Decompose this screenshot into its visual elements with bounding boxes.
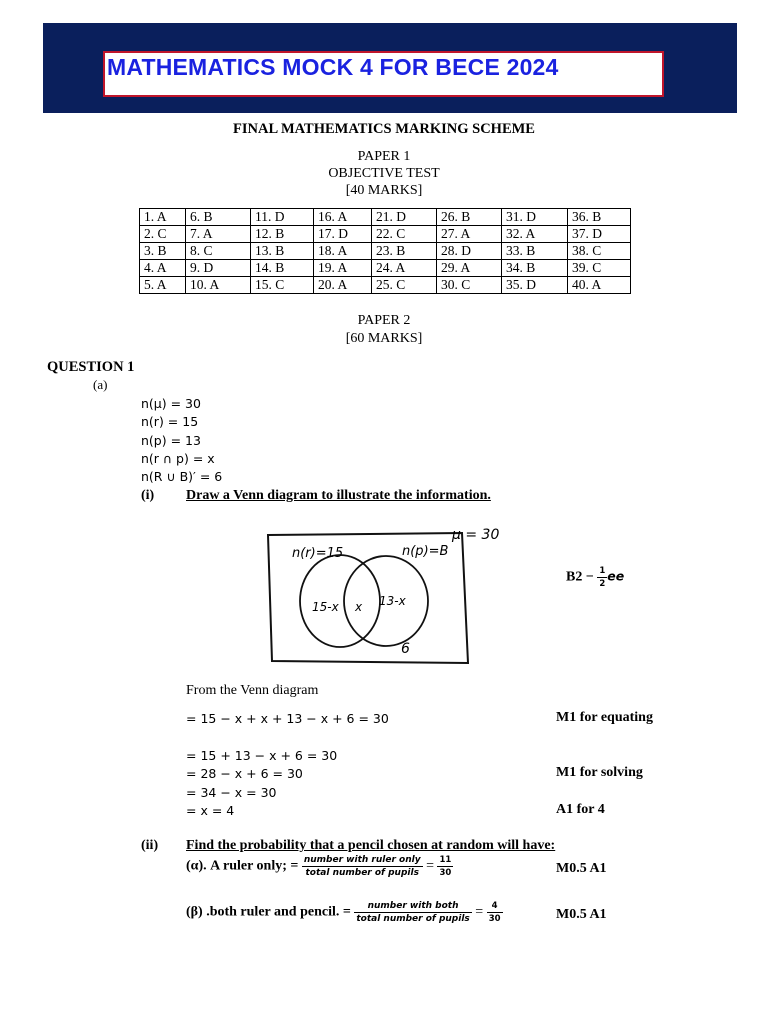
- alpha-mark: M0.5 A1: [556, 861, 607, 876]
- given-5: n(R ∪ B)′ = 6: [141, 469, 223, 484]
- answer-cell: 13. B: [251, 243, 314, 260]
- beta-result: [487, 900, 503, 925]
- answer-row: [140, 277, 631, 294]
- part-i-instruction: Draw a Venn diagram to illustrate the information.: [186, 488, 491, 503]
- answer-cell: 4. A: [140, 260, 186, 277]
- answer-cell: 9. D: [186, 260, 251, 277]
- answer-cell: 15. C: [251, 277, 314, 294]
- alpha-result-den: 30: [439, 868, 452, 878]
- beta-den: total number of pupils: [356, 914, 470, 924]
- answer-cell: 11. D: [251, 209, 314, 226]
- step-1-mark: M1 for equating: [556, 710, 653, 725]
- title-box: [103, 51, 664, 97]
- venn-left-region: 15-x: [312, 600, 339, 614]
- paper1-marks: [40 MARKS]: [345, 183, 423, 198]
- beta-line: [186, 900, 503, 925]
- answer-cell: 18. A: [314, 243, 372, 260]
- header-banner: [43, 23, 737, 113]
- answer-cell: 34. B: [502, 260, 568, 277]
- venn-universal-label: μ = 30: [452, 527, 500, 543]
- answer-cell: 38. C: [568, 243, 631, 260]
- venn-outside-region: 6: [401, 641, 410, 657]
- part-i-label: (i): [141, 488, 155, 503]
- beta-mark: M0.5 A1: [556, 907, 607, 922]
- answer-cell: 7. A: [186, 226, 251, 243]
- answer-cell: 26. B: [437, 209, 502, 226]
- answer-cell: 39. C: [568, 260, 631, 277]
- alpha-result: [437, 854, 453, 879]
- answer-cell: 40. A: [568, 277, 631, 294]
- answer-cell: 10. A: [186, 277, 251, 294]
- venn-mark: [566, 565, 624, 590]
- answer-cell: 29. A: [437, 260, 502, 277]
- given-1: n(μ) = 30: [141, 396, 201, 411]
- venn-middle-region: x: [355, 600, 363, 614]
- answer-cell: 36. B: [568, 209, 631, 226]
- part-ii-instruction: Find the probability that a pencil chosen at random will have:: [186, 838, 556, 853]
- answer-cell: 16. A: [314, 209, 372, 226]
- alpha-label: (α). A ruler only; =: [186, 858, 299, 874]
- paper1-title: PAPER 1: [357, 149, 411, 164]
- answer-cell: 33. B: [502, 243, 568, 260]
- venn-mark-num: 1: [599, 566, 606, 576]
- answer-cell: 20. A: [314, 277, 372, 294]
- venn-r-label: n(r)=15: [292, 546, 344, 561]
- answer-cell: 30. C: [437, 277, 502, 294]
- step-5: = x = 4: [186, 803, 235, 818]
- alpha-fraction: [302, 854, 423, 879]
- scheme-heading: FINAL MATHEMATICS MARKING SCHEME: [233, 121, 535, 137]
- beta-fraction: [354, 900, 471, 925]
- answer-row: [140, 226, 631, 243]
- part-ii-label: (ii): [141, 838, 159, 853]
- answer-cell: 27. A: [437, 226, 502, 243]
- alpha-line: [186, 854, 453, 879]
- answer-cell: 8. C: [186, 243, 251, 260]
- alpha-num: number with ruler only: [303, 855, 421, 865]
- beta-result-den: 30: [488, 914, 501, 924]
- step-3-mark: M1 for solving: [556, 765, 643, 780]
- answer-cell: 31. D: [502, 209, 568, 226]
- answer-cell: 32. A: [502, 226, 568, 243]
- answer-cell: 1. A: [140, 209, 186, 226]
- part-a-label: (a): [93, 377, 108, 392]
- answer-cell: 6. B: [186, 209, 251, 226]
- alpha-den: total number of pupils: [305, 868, 419, 878]
- step-4: = 34 − x = 30: [186, 785, 277, 800]
- beta-eq: =: [475, 904, 484, 920]
- venn-diagram: [258, 523, 520, 670]
- answer-cell: 19. A: [314, 260, 372, 277]
- paper2-marks: [60 MARKS]: [345, 331, 423, 346]
- venn-mark-den: 2: [599, 579, 606, 589]
- venn-right-region: 13-x: [379, 594, 406, 608]
- step-5-mark: A1 for 4: [556, 802, 605, 817]
- beta-label: (β) .both ruler and pencil. =: [186, 904, 351, 920]
- step-2: = 15 + 13 − x + 6 = 30: [186, 748, 338, 763]
- given-3: n(p) = 13: [141, 433, 201, 448]
- answer-key-table: [139, 208, 631, 294]
- beta-result-num: 4: [487, 900, 503, 913]
- venn-mark-suffix: ee: [607, 568, 625, 584]
- answer-cell: 21. D: [372, 209, 437, 226]
- beta-num: number with both: [354, 900, 471, 913]
- answer-cell: 5. A: [140, 277, 186, 294]
- venn-mark-prefix: B2 −: [566, 569, 594, 585]
- venn-mark-fraction: [597, 565, 607, 590]
- answer-cell: 3. B: [140, 243, 186, 260]
- answer-cell: 24. A: [372, 260, 437, 277]
- document-title: MATHEMATICS MOCK 4 FOR BECE 2024: [107, 54, 559, 80]
- paper2-title: PAPER 2: [357, 313, 411, 328]
- answer-cell: 37. D: [568, 226, 631, 243]
- given-4: n(r ∩ p) = x: [141, 451, 215, 466]
- answer-cell: 22. C: [372, 226, 437, 243]
- answer-cell: 28. D: [437, 243, 502, 260]
- step-3: = 28 − x + 6 = 30: [186, 766, 303, 781]
- alpha-result-num: 11: [439, 855, 452, 865]
- given-2: n(r) = 15: [141, 414, 199, 429]
- answer-cell: 23. B: [372, 243, 437, 260]
- question-title: QUESTION 1: [47, 359, 135, 375]
- answer-cell: 2. C: [140, 226, 186, 243]
- answer-row: [140, 260, 631, 277]
- answer-cell: 25. C: [372, 277, 437, 294]
- venn-sketch: [258, 523, 520, 670]
- from-venn-text: From the Venn diagram: [186, 683, 319, 698]
- answer-cell: 17. D: [314, 226, 372, 243]
- step-1: = 15 − x + x + 13 − x + 6 = 30: [186, 711, 389, 726]
- paper1-subtitle: OBJECTIVE TEST: [328, 166, 440, 181]
- answer-row: [140, 209, 631, 226]
- answer-cell: 35. D: [502, 277, 568, 294]
- venn-p-label: n(p)=B: [402, 544, 449, 559]
- answer-cell: 14. B: [251, 260, 314, 277]
- answer-cell: 12. B: [251, 226, 314, 243]
- answer-row: [140, 243, 631, 260]
- alpha-eq: =: [426, 858, 434, 874]
